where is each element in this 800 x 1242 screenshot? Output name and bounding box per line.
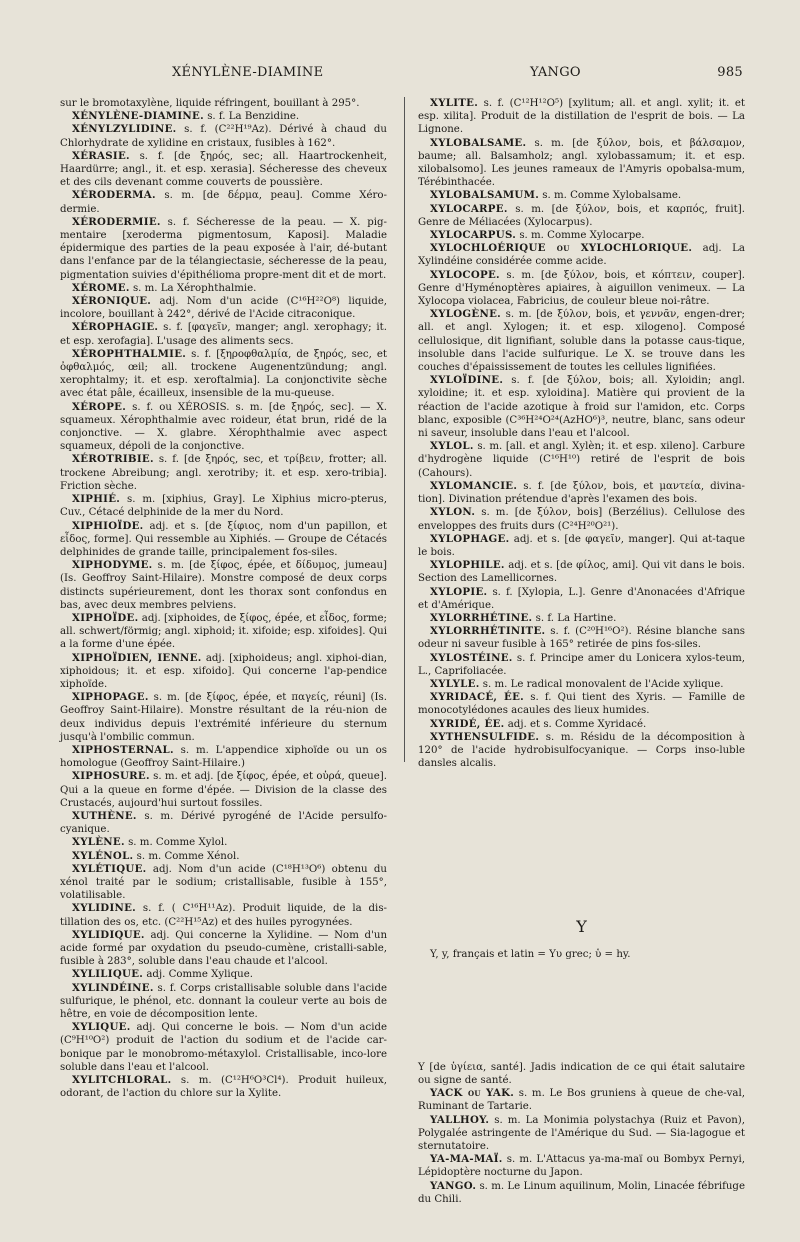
entry-headword: XÉRONIQUE.: [72, 295, 152, 308]
dictionary-entry: [60, 744, 387, 770]
entry-definition: s. f. ou XÉROSIS. s. m. [de ξηρός, sec]. — X. squameux. Xérophthalmie avec roideur, état brun, ridé de la conjonctive. — X. glabre. Xérophthalmie avec aspect squameux, dépoli de la conjonctive.: [60, 401, 387, 453]
dictionary-entry: [60, 1021, 387, 1074]
entry-definition: s. m. Le Bos gruniens à queue de che-val, Ruminant de Tartarie.: [418, 1088, 745, 1113]
entry-definition: s. m. [all. et angl. Xylèn; it. et esp. xileno]. Carbure d'hydrogène liquide (C¹⁶H¹⁰) retiré de l'esprit de bois (Cahours).: [418, 441, 745, 479]
entry-definition: adj. et s. Comme Xyridacé.: [504, 718, 647, 730]
entry-headword: XYLÉNOL.: [72, 849, 134, 862]
right-column: [418, 97, 745, 1206]
dictionary-entry: [418, 97, 745, 137]
entry-headword: XÉROPHTHALMIE.: [72, 347, 187, 360]
column-divider: [404, 97, 405, 762]
dictionary-entry: [60, 691, 387, 744]
entry-headword: XYTHENSULFIDE.: [430, 730, 540, 743]
left-column: [60, 97, 387, 1100]
entry-definition: s. f. [de ξηρός, sec; all. Haartrockenheit, Haardürre; angl., it. et esp. xerasia]. Sécheresse des cheveux et des cils devenant comme couverts de poussière.: [60, 150, 387, 189]
entry-headword: XYLOPHAGE.: [430, 532, 510, 545]
entry-headword: XYLOCOPE.: [430, 268, 500, 281]
dictionary-entry: [418, 586, 745, 612]
entry-headword: XYLOCHLOÉRIQUE ou XYLOCHLORIQUE.: [430, 242, 693, 255]
entry-headword: XÉRODERMA.: [72, 189, 156, 202]
entry-headword: XYLOÏDINE.: [430, 374, 504, 387]
entry-definition: s. m. Comme Xénol.: [133, 850, 240, 862]
entry-headword: XYLOCARPUS.: [430, 229, 517, 242]
dictionary-entry: [60, 520, 387, 560]
entry-headword: XIPHOPAGE.: [72, 691, 149, 704]
entry-definition: s. m. [de ξύλον, bois, et καρπός, fruit]. Genre de Méliacées (Xylocarpus).: [418, 203, 745, 228]
entry-headword: XYLOPHILE.: [430, 559, 505, 572]
entry-definition: adj. Qui concerne la Xylidine. — Nom d'un acide formé par oxydation du pseudo-cumène, cristalli-sable, fusible à 283°, soluble dans l'eau chaude et l'alcool.: [60, 929, 387, 968]
dictionary-entry: [418, 308, 745, 374]
entry-headword: XÉRODERMIE.: [72, 215, 161, 228]
entry-headword: XYLILIQUE.: [72, 968, 144, 981]
dictionary-entry: [60, 559, 387, 612]
entry-definition: s. f. Corps cristallisable soluble dans l'acide sulfurique, le phénol, etc. donnant la couleur verte au bois de hêtre, en voie de décomposition lente.: [60, 982, 387, 1021]
entry-headword: XYLITE.: [430, 97, 479, 109]
entry-headword: XYLORRHÉTINITE.: [430, 625, 546, 638]
entry-headword: XÉROPHAGIE.: [72, 321, 159, 334]
entry-definition: s. f. [de ξύλον, bois; all. Xyloidin; angl. xyloidine; it. et esp. xyloidina]. Matière qui provient de la réaction de l'acide azotique à froid sur l'amidon, etc. Corps blanc, exposible (C³⁶H²⁴O²⁴(AzHO⁶)³, neutre, blanc, sans odeur ni saveur, insoluble dans l'eau et l'alcool.: [418, 375, 745, 440]
entry-definition: s. f. La Benzidine.: [203, 111, 300, 123]
dictionary-entry: [418, 440, 745, 480]
dictionary-entry: [418, 612, 745, 625]
entry-headword: XIPHOSURE.: [72, 770, 150, 783]
entry-definition: s. f. [Xylopia, L.]. Genre d'Anonacées d'Afrique et d'Amérique.: [418, 586, 745, 611]
entry-definition: sur le bromotaxylène, liquide réfringent, bouillant à 295°.: [60, 98, 360, 109]
dictionary-entry: [418, 1180, 745, 1206]
entry-headword: XYLIDINE.: [72, 902, 137, 915]
dictionary-entry: [418, 1114, 745, 1154]
entry-headword: XYRIDACÉ, ÉE.: [430, 691, 525, 704]
dictionary-entry: [418, 1153, 745, 1179]
entry-headword: XYLOGÈNE.: [430, 308, 502, 321]
dictionary-entry: [418, 480, 745, 506]
entry-definition: s. m. La Monimia polystachya (Ruiz et Pavon), Polygalée astringente de l'Amérique du Sud. — Sia-lagogue et sternutatoire.: [418, 1114, 745, 1152]
entry-definition: s. f. Qui tient des Xyris. — Famille de monocotylédones acaules des lieux humides.: [418, 692, 745, 717]
entry-headword: XYLON.: [430, 506, 476, 519]
entry-definition: adj. Nom d'un acide (C¹⁸H¹³O⁶) obtenu du xénol traité par le sodium; cristallisable, fusible à 155°, volatilisable.: [60, 863, 387, 902]
dictionary-entry: [60, 97, 387, 110]
dictionary-entry: [60, 150, 387, 190]
entry-definition: s. m. et adj. [de ξίφος, épée, et οὐρά, queue]. Qui a la queue en forme d'épée. — Division de la classe des Crustacés, aujourd'hui surtout fossiles.: [60, 771, 387, 809]
entry-definition: s. m. La Xérophthalmie.: [129, 282, 257, 294]
entry-definition: s. m. Résidu de la décomposition à 120° de l'acide hydrobisulfocyanique. — Corps inso-luble dansles alcalis.: [418, 731, 745, 770]
entry-headword: XÉROPE.: [72, 400, 127, 413]
entry-headword: XÉRASIE.: [72, 149, 130, 162]
entry-definition: s. f. [de ξύλον, bois, et μαντεία, divina-tion]. Divination prétendue d'après l'examen des bois.: [418, 480, 745, 506]
dictionary-entry: [60, 1074, 387, 1100]
header-left-title: XÉNYLÈNE-DIAMINE: [172, 65, 324, 80]
entry-definition: s. f. ( C¹⁶H¹¹Az). Produit liquide, de la dis-tillation des os, etc. (C²²H¹⁵Az) et des huiles pyrogynées.: [60, 903, 387, 928]
dictionary-entry: [418, 625, 745, 651]
entry-definition: s. m. L'Attacus ya-ma-maï ou Bombyx Pernyi, Lépidoptère nocturne du Japon.: [418, 1154, 745, 1179]
entry-definition: s. m. (C¹²H⁶O³Cl⁴). Produit huileux, odorant, de l'action du chlore sur la Xylite.: [60, 1075, 387, 1100]
entry-definition: s. m. Comme Xylobalsame.: [539, 190, 682, 202]
dictionary-entry: [60, 348, 387, 401]
dictionary-entry: [60, 189, 387, 215]
entry-headword: XIPHOÏDE.: [72, 611, 139, 624]
header-right-title: YANGO: [530, 65, 581, 80]
entry-headword: XYLOL.: [430, 440, 474, 453]
entry-headword: YACK ou YAK.: [430, 1087, 515, 1100]
entry-definition: s. f. [φαγεῖν, manger; angl. xerophagy; it. et esp. xerofagia]. L'usage des aliments secs.: [60, 322, 387, 347]
entry-definition: adj. Nom d'un acide (C¹⁶H²²O⁸) liquide, incolore, bouillant à 242°, dérivé de l'Acide citraconique.: [60, 296, 387, 321]
entry-definition: adj. et s. [de ξίφιος, nom d'un papillon, et εἶδος, forme]. Qui ressemble au Xiphiés. — Groupe de Cétacés delphinides de grande taille, principalement fos-siles.: [60, 520, 387, 558]
entry-headword: XIPHIÉ.: [72, 493, 121, 506]
entry-definition: s. m. Dérivé pyrogéné de l'Acide persulfo-cyanique.: [60, 810, 387, 836]
entry-definition: Y [de ὑγίεια, santé]. Jadis indication de ce qui était salutaire ou signe de santé.: [418, 1061, 745, 1086]
entry-headword: YANGO.: [430, 1179, 477, 1192]
entry-definition: s. f. (C²⁰H¹⁶O²). Résine blanche sans odeur ni saveur fusible à 165° retirée de pins fos-siles.: [418, 626, 745, 651]
entry-headword: XÉROME.: [72, 281, 130, 294]
entry-headword: XYLOBALSAME.: [430, 136, 527, 149]
entry-headword: XÉROTRIBIE.: [72, 453, 154, 466]
running-header: [60, 65, 745, 87]
entry-definition: s. m. Le Linum aquilinum, Molin, Linacée fébrifuge du Chili.: [418, 1180, 745, 1205]
right-column-entries: [418, 97, 745, 770]
dictionary-entry: [60, 810, 387, 836]
dictionary-entry: [60, 770, 387, 810]
entry-definition: adj. Comme Xylique.: [143, 969, 253, 981]
entry-definition: s. f. (C¹²H¹²O⁵) [xylitum; all. et angl. xylit; it. et esp. xilita]. Produit de la distillation de l'esprit de bois. — La Lignone.: [418, 98, 745, 136]
entry-definition: s. f. [ξηροφθαλμία, de ξηρός, sec, et ὀφθαλμός, œil; all. trockene Augenentzündung; angl. xerophtalmy; it. et esp. xeroftalmia]. La conjonctivite sèche avec état pâle, écailleux, insensible de la mu-queuse.: [60, 348, 387, 400]
entry-definition: s. f. La Hartine.: [532, 612, 617, 624]
dictionary-entry: [418, 691, 745, 717]
dictionary-entry: [60, 216, 387, 282]
entry-headword: XIPHIOÏDE.: [72, 519, 144, 532]
entry-definition: s. m. Comme Xylol.: [124, 837, 228, 849]
entry-definition: adj. La Xylindéine considérée comme acide.: [418, 243, 745, 268]
entry-headword: XYLIDIQUE.: [72, 928, 145, 941]
entry-headword: XYLIQUE.: [72, 1021, 131, 1034]
dictionary-entry: [60, 612, 387, 652]
entry-definition: s. f. (C²²H¹⁹Az). Dérivé à chaud du Chlorhydrate de xylidine en cristaux, fusibles à 162°.: [60, 124, 387, 149]
entry-headword: XIPHOSTERNAL.: [72, 743, 174, 756]
dictionary-entry: [418, 718, 745, 731]
dictionary-entry: [418, 1061, 745, 1087]
dictionary-entry: [60, 321, 387, 347]
entry-definition: s. m. [de ξύλον, bois, et κόπτειν, couper]. Genre d'Hyménoptères apiaires, à aiguillon venimeux. — La Xylocopa violacea, Fabricius, de couleur bleue noi-râtre.: [418, 269, 745, 308]
entry-headword: XÉNYLZYLIDINE.: [72, 123, 177, 136]
entry-definition: s. m. [de ξύλον, bois, et γεννᾶν, engen-drer; all. et angl. Xylogen; it. et esp. xilogeno]. Composé cellulosique, dit lignifiant, soluble dans la potasse caus-tique, insoluble dans l'acide sulfurique. Le X. se trouve dans les couches d'épaississement de toutes les cellules lignifiées.: [418, 309, 745, 374]
entry-definition: adj. et s. [de φαγεῖν, manger]. Qui at-taque le bois.: [418, 533, 745, 558]
entry-headword: XYLOSTÉINE.: [430, 651, 513, 664]
entry-headword: XUTHÈNE.: [72, 809, 137, 822]
entry-definition: adj. [xiphoides, de ξίφος, épée, et εἶδος, forme; all. schwert/förmig; angl. xiphoid; it. xifoide; esp. xifoides]. Qui a la forme d'une épée.: [60, 612, 387, 651]
entry-headword: XYLYLE.: [430, 677, 480, 690]
dictionary-entry: [418, 374, 745, 440]
entry-definition: s. m. [de ξίφος, épée, et παγείς, réuni] (Is. Geoffroy Saint-Hilaire). Monstre résultant de la réu-nion de deux individus depuis l'extrémité inférieure du sternum jusqu'à l'ombilic commun.: [60, 692, 387, 743]
entry-definition: s. m. [de ξύλον, bois, et βάλσαμον, baume; all. Balsamholz; angl. xylobassamum; it. et esp. xilobalsomo]. Les jeunes rameaux de l'Amyris opobalsa-mum, Térébinthacée.: [418, 137, 745, 189]
entry-definition: s. m. [de ξύλον, bois] (Berzélius). Cellulose des enveloppes des fruits durs (C²⁴H²⁰O²¹).: [418, 507, 745, 532]
entry-definition: s. f. [de ξηρός, sec, et τρίβειν, frotter; all. trockene Abreibung; angl. xerotriby; it. et esp. xero-tribia]. Friction sèche.: [60, 454, 387, 492]
section-letter: Y: [576, 917, 587, 937]
entry-headword: XYLÉTIQUE.: [72, 862, 147, 875]
entry-definition: s. m. [de ξίφος, épée, et δίδυμος, jumeau] (Is. Geoffroy Saint-Hilaire). Monstre composé de deux corps distincts supérieurement, dont les thorax sont confondus en bas, avec deux membres pelviens.: [60, 560, 387, 611]
entry-definition: s. m. Le radical monovalent de l'Acide xylique.: [479, 678, 724, 690]
entry-headword: XYLITCHLORAL.: [72, 1074, 172, 1087]
dictionary-entry: [418, 269, 745, 309]
dictionary-entry: [60, 902, 387, 928]
entry-headword: XIPHODYME.: [72, 559, 153, 572]
entry-headword: XYLOBALSAMUM.: [430, 189, 540, 202]
dictionary-entry: [418, 242, 745, 268]
entry-definition: s. f. Principe amer du Lonicera xylos-teum, L., Caprifoliacée.: [418, 652, 745, 677]
entry-headword: XYRIDÉ, ÉE.: [430, 717, 505, 730]
entry-definition: s. m. [de δέρμα, peau]. Comme Xéro-dermie.: [60, 190, 387, 215]
dictionary-entry: [60, 863, 387, 903]
dictionary-entry: [418, 533, 745, 559]
page-number: 985: [717, 65, 743, 80]
dictionary-entry: [60, 850, 387, 863]
dictionary-entry: [60, 652, 387, 692]
entry-definition: s. m. L'appendice xiphoïde ou un os homologue (Geoffroy Saint-Hilaire.): [60, 744, 387, 770]
dictionary-entry: [60, 968, 387, 981]
entry-headword: XYLOCARPE.: [430, 202, 508, 215]
dictionary-entry: [418, 559, 745, 585]
dictionary-entry: [418, 189, 745, 202]
dictionary-entry: [418, 506, 745, 532]
entry-definition: adj. Qui concerne le bois. — Nom d'un acide (C⁹H¹⁰O²) produit de l'action du sodium et de l'acide car-bonique par le monobromo-métaxylol. Cristallisable, inco-lore soluble dans l'eau et l'alcool.: [60, 1022, 387, 1073]
entry-definition: adj. [xiphoideus; angl. xiphoi-dian, xiphoidous; it. et esp. xifoido]. Qui concerne l'ap-pendice xiphoïde.: [60, 652, 387, 690]
dictionary-entry: [418, 652, 745, 678]
dictionary-entry: [60, 401, 387, 454]
entry-definition: s. m. [xiphius, Gray]. Le Xiphius micro-pterus, Cuv., Cétacé delphinide de la mer du Nord.: [60, 494, 387, 519]
dictionary-entry: [60, 982, 387, 1022]
dictionary-entry: [60, 282, 387, 295]
dictionary-entry: [60, 929, 387, 969]
dictionary-entry: [60, 295, 387, 321]
entry-headword: YALLHOY.: [430, 1113, 490, 1126]
dictionary-entry: [60, 836, 387, 849]
dictionary-entry: [418, 203, 745, 229]
entry-headword: XYLOMANCIE.: [430, 479, 518, 492]
entry-definition: s. m. Comme Xylocarpe.: [516, 230, 645, 242]
dictionary-entry: [60, 453, 387, 493]
dictionary-entry: [418, 731, 745, 771]
entry-definition: adj. et s. [de φίλος, ami]. Qui vit dans le bois. Section des Lamellicornes.: [418, 560, 745, 585]
entry-headword: XÉNYLÈNE-DIAMINE.: [72, 110, 204, 123]
entry-headword: XIPHOÏDIEN, IENNE.: [72, 651, 202, 664]
entry-headword: XYLÈNE.: [72, 836, 125, 849]
entry-headword: YA-MA-MAÏ.: [430, 1153, 503, 1166]
dictionary-entry: [60, 110, 387, 123]
dictionary-entry: [60, 123, 387, 149]
entry-headword: XYLORRHÉTINE.: [430, 611, 533, 624]
dictionary-entry: [418, 137, 745, 190]
entry-headword: XYLOPIE.: [430, 585, 488, 598]
dictionary-entry: [418, 229, 745, 242]
dictionary-entry: [60, 493, 387, 519]
section-phonetic: Y, y, français et latin = Υυ grec; ὑ = hy.: [430, 948, 631, 960]
dictionary-entry: [418, 1087, 745, 1113]
dictionary-entry: [418, 678, 745, 691]
entry-headword: XYLINDÉINE.: [72, 981, 154, 994]
entry-definition: s. f. Sécheresse de la peau. — X. pig-mentaire [xeroderma pigmentosum, Kaposi]. Maladie épidermique des parties de la peau exposée à l'air, dé-butant dans l'enfance par de la télangiectasie, sécheresse de la peau, pigmentation suivies d'épithélioma propre-ment dit et de mort.: [60, 216, 387, 281]
right-column-y-entries: [418, 1061, 745, 1206]
